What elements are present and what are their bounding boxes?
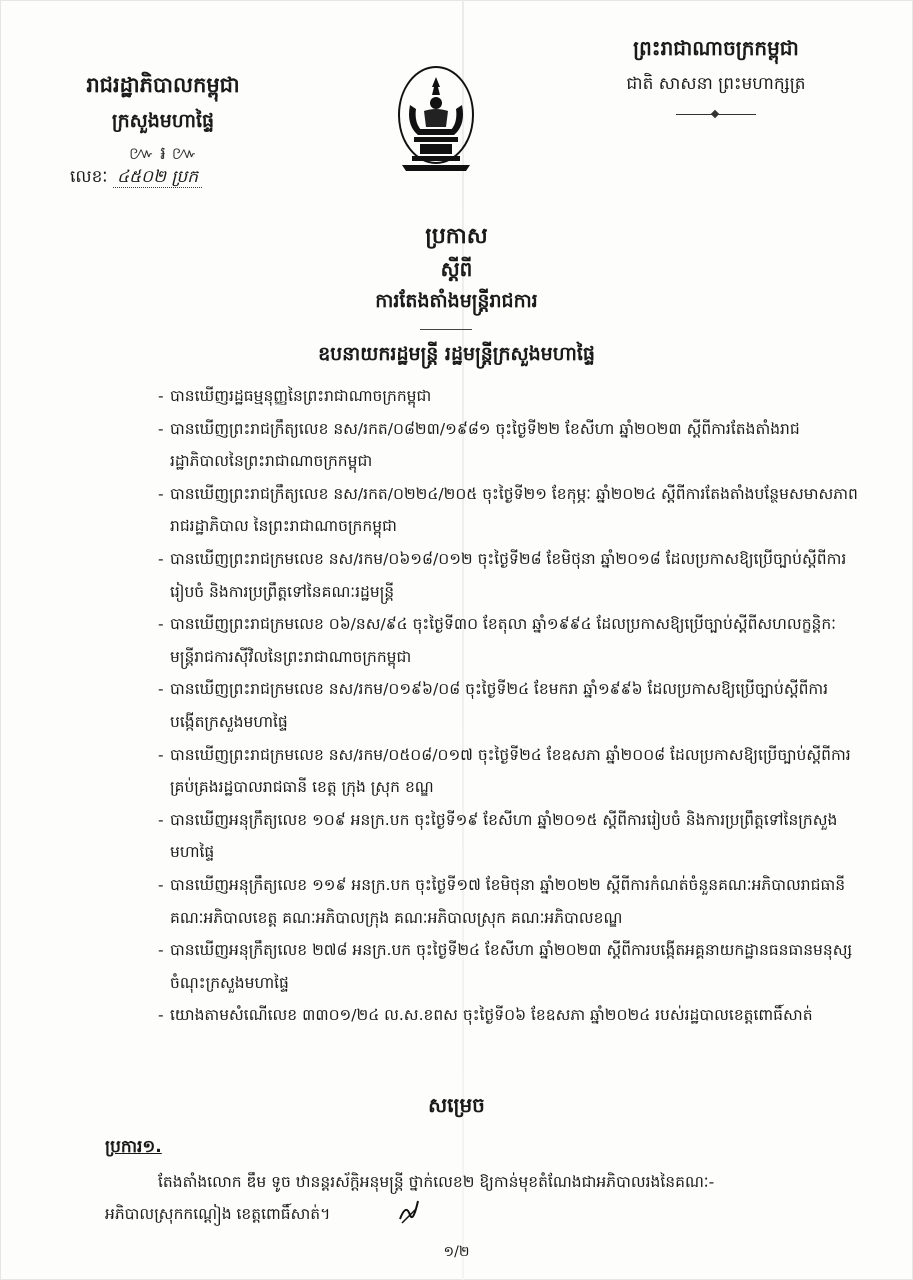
header-ornament: ៚ ៛ ៚ xyxy=(128,143,198,164)
reference-number xyxy=(70,166,202,191)
clause-item: - បានឃើញព្រះរាជក្រមលេខ នស/រកម/០៥០៨/០១៧ ចុះថ្ងៃទី២៤ ខែឧសភា ឆ្នាំ២០០៨ ដែលប្រកាសឱ្យប្រើច្បាប់ស្តីពីការគ្រប់គ្រងរដ្ឋបាលរាជធានី ខេត្ត ក្រុង ស្រុក ខណ្ឌ xyxy=(158,745,851,797)
clause-item: - បានឃើញព្រះរាជក្រឹត្យលេខ នស/រកត/០២២៤/២០៥ ចុះថ្ងៃទី២១ ខែកុម្ភៈ ឆ្នាំ២០២៤ ស្តីពីការតែងតាំងបន្ថែមសមាសភាពរាជរដ្ឋាភិបាល នៃព្រះរាជាណាចក្រកម្ពុជា xyxy=(158,484,858,536)
clause-item: - បានឃើញអនុក្រឹត្យលេខ ១០៩ អនក្រ.បក ចុះថ្ងៃទី១៩ ខែសីហា ឆ្នាំ២០១៥ ស្តីពីការរៀបចំ និងការប្រព្រឹត្តទៅនៃក្រសួងមហាផ្ទៃ xyxy=(158,810,838,862)
clause-item: - បានឃើញព្រះរាជក្រមលេខ នស/រកម/០៦១៨/០១២ ចុះថ្ងៃទី២៨ ខែមិថុនា ឆ្នាំ២០១៨ ដែលប្រកាសឱ្យប្រើច្បាប់ស្តីពីការរៀបចំ និងការប្រព្រឹត្តទៅនៃគណៈរដ្ឋមន្ត្រី xyxy=(158,549,847,601)
document-type: ប្រកាស xyxy=(425,224,488,249)
document-subject: ការតែងតាំងមន្ត្រីរាជការ xyxy=(375,290,538,312)
clause-item: - យោងតាមសំណើលេខ ៣៣០១/២៤ ល.ស.ខពស ចុះថ្ងៃទី០៦ ខែឧសភា ឆ្នាំ២០២៤ របស់រដ្ឋបាលខេត្តពោធិ៍សាត់ xyxy=(158,1006,813,1025)
government-name: រាជរដ្ឋាភិបាលកម្ពុជា xyxy=(86,73,240,97)
kingdom-header xyxy=(598,35,834,115)
national-motto: ជាតិ សាសនា ព្រះមហាក្សត្រ xyxy=(626,74,806,94)
decision-heading: សម្រេច xyxy=(428,1093,485,1117)
clause-item: - បានឃើញព្រះរាជក្រមលេខ ០៦/នស/៩៤ ចុះថ្ងៃទី៣០ ខែតុលា ឆ្នាំ១៩៩៤ ដែលប្រកាសឱ្យប្រើច្បាប់ស្តីពីសហលក្ខន្តិកៈមន្ត្រីរាជការស៊ីវិលនៃព្រះរាជាណាចក្រកម្ពុជា xyxy=(158,615,836,666)
motto-divider xyxy=(676,114,756,115)
page-number: ១/២ xyxy=(443,1244,470,1260)
royal-emblem-icon xyxy=(396,65,476,185)
issuer-title: ឧបនាយករដ្ឋមន្ត្រី រដ្ឋមន្ត្រីក្រសួងមហាផ្ទៃ xyxy=(318,343,595,365)
clause-item: - បានឃើញព្រះរាជក្រឹត្យលេខ នស/រកត/០៨២៣/១៩៨១ ចុះថ្ងៃទី២២ ខែសីហា ឆ្នាំ២០២៣ ស្តីពីការតែងតាំងរាជរដ្ឋាភិបាលនៃព្រះរាជាណាចក្រកម្ពុជា xyxy=(158,419,800,471)
ministry-header xyxy=(68,72,258,168)
reference-value: ៤៥០២ ប្រក xyxy=(113,167,202,188)
reference-label: លេខៈ xyxy=(70,167,108,187)
title-about: ស្តីពី xyxy=(440,257,473,281)
clause-item: - បានឃើញព្រះរាជក្រមលេខ នស/រកម/០១៩៦/០៨ ចុះថ្ងៃទី២៤ ខែមករា ឆ្នាំ១៩៩៦ ដែលប្រកាសឱ្យប្រើច្បាប់ស្តីពីការបង្កើតក្រសួងមហាផ្ទៃ xyxy=(158,680,829,731)
title-divider xyxy=(420,329,472,330)
article-body-line2: អភិបាលស្រុកកណ្តៀង ខេត្តពោធិ៍សាត់។ xyxy=(105,1205,331,1223)
article-label: ប្រការ១. xyxy=(105,1137,162,1157)
preamble-clauses xyxy=(158,380,858,1032)
kingdom-name: ព្រះរាជាណាចក្រកម្ពុជា xyxy=(633,36,799,60)
clause-item: - បានឃើញអនុក្រឹត្យលេខ ១១៩ អនក្រ.បក ចុះថ្ងៃទី១៧ ខែមិថុនា ឆ្នាំ២០២២ ស្តីពីការកំណត់ចំនួនគណៈអភិបាលរាជធានី គណៈអភិបាលខេត្ត គណៈអភិបាលក្រុង គណៈអភិបាលស្រុក គណៈអភិបាលខណ្ឌ xyxy=(158,875,846,927)
article-body-line1: តែងតាំងលោក ឌឹម ទូច ឋានន្តរស័ក្តិអនុមន្ត្រី ថ្នាក់លេខ២ ឱ្យកាន់មុខតំណែងជាអភិបាលរងនៃគណៈ- xyxy=(158,1173,715,1191)
clause-item: - បានឃើញអនុក្រឹត្យលេខ ២៧៨ អនក្រ.បក ចុះថ្ងៃទី២៤ ខែសីហា ឆ្នាំ២០២៣ ស្តីពីការបង្កើតអគ្គនាយកដ្ឋានធនធានមនុស្ស ចំណុះក្រសួងមហាផ្ទៃ xyxy=(158,941,853,992)
handwritten-initial-icon xyxy=(398,1197,420,1227)
ministry-name: ក្រសួងមហាផ្ទៃ xyxy=(111,110,215,132)
clause-item: - បានឃើញរដ្ឋធម្មនុញ្ញនៃព្រះរាជាណាចក្រកម្ពុជា xyxy=(158,387,432,405)
